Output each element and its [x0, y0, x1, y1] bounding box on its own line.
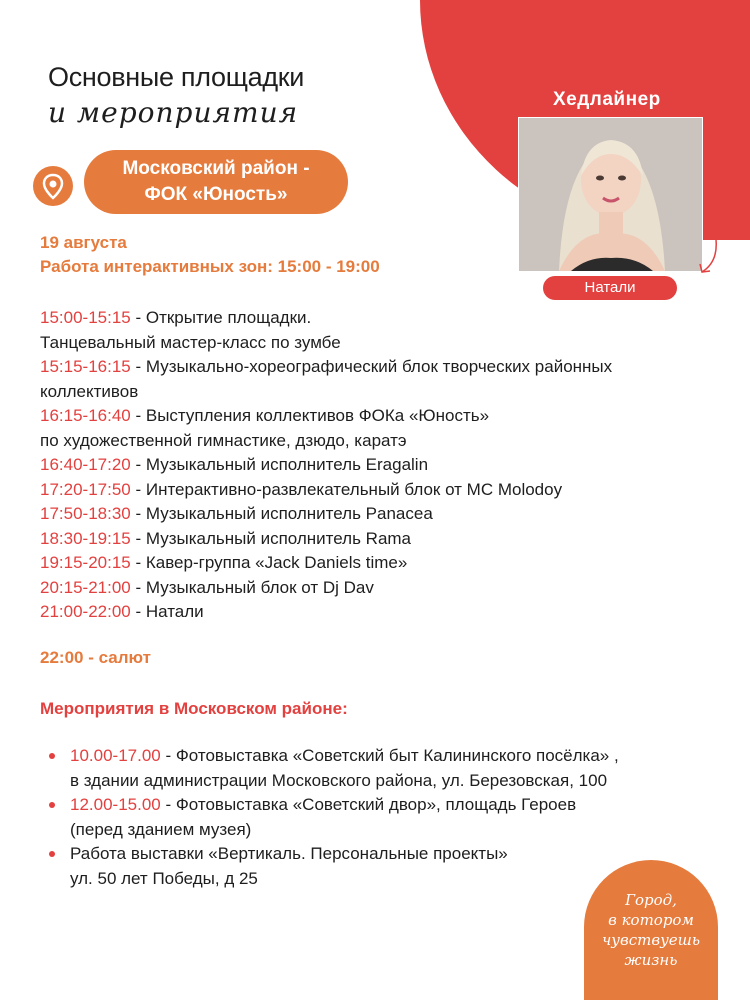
headliner-photo [518, 117, 703, 272]
arrow-icon [694, 238, 724, 278]
schedule-text: - Кавер-группа «Jack Daniels time» [130, 553, 408, 572]
schedule-time: 17:50-18:30 [40, 504, 131, 523]
event-item [40, 744, 720, 793]
salute-time: 22:00 - салют [40, 648, 151, 667]
schedule-item [40, 600, 730, 625]
schedule-time: 16:40-17:20 [40, 455, 131, 474]
schedule-text: коллективов [40, 381, 139, 401]
event-detail: (перед зданием музея) [70, 819, 252, 839]
schedule-item [40, 355, 730, 380]
schedule-time: 17:20-17:50 [40, 479, 131, 499]
event-date: 19 августа [40, 233, 127, 252]
bullet-icon [49, 753, 55, 759]
schedule-time: 15:00-15:15 [40, 308, 131, 327]
schedule-text: Танцевальный мастер-класс по зумбе [40, 332, 341, 352]
schedule-item [40, 527, 730, 552]
schedule-time: 20:15-21:00 [40, 577, 131, 597]
schedule-time: 16:15-16:40 [40, 406, 131, 425]
schedule-item [40, 429, 730, 454]
slogan-line-4: жизнь [624, 951, 678, 969]
location-pin-icon [33, 166, 73, 206]
schedule-text: - Интерактивно-развлекательный блок от MC Molodoy [130, 479, 563, 499]
schedule-text: по художественной гимнастике, дзюдо, каратэ [40, 430, 407, 450]
schedule-item [40, 453, 730, 478]
event-time: 12.00-15.00 [70, 795, 161, 814]
schedule-item [40, 380, 730, 405]
schedule-list [40, 306, 730, 625]
event-line [70, 793, 720, 818]
event-text: - Фотовыставка «Советский быт Калининского посёлка» , [160, 746, 619, 765]
schedule-item [40, 551, 730, 576]
schedule-text: - Выступления коллективов ФОКа «Юность» [130, 406, 490, 425]
events-heading: Мероприятия в Московском районе: [40, 699, 348, 718]
schedule-text: - Музыкальный блок от Dj Dav [130, 577, 374, 597]
schedule-item [40, 478, 730, 503]
schedule-item [40, 306, 730, 331]
event-detail: ул. 50 лет Победы, д 25 [70, 868, 258, 888]
venue-badge [84, 150, 348, 214]
event-item [40, 793, 720, 842]
event-line [70, 842, 720, 867]
schedule-text: - Открытие площадки. [130, 308, 312, 327]
bullet-icon [49, 802, 55, 808]
page-subtitle: и мероприятия [48, 96, 299, 129]
bullet-icon [49, 851, 55, 857]
slogan-line-2: в котором [608, 911, 694, 929]
schedule-item [40, 576, 730, 601]
headliner-label: Хедлайнер [553, 89, 661, 110]
interactive-zones-hours: Работа интерактивных зон: 15:00 - 19:00 [40, 257, 380, 276]
schedule-text: - Музыкальный исполнитель Eragalin [130, 455, 429, 474]
schedule-time: 18:30-19:15 [40, 528, 131, 548]
venue-line-2: ФОК «Юность» [144, 184, 288, 205]
schedule-text: - Музыкальный исполнитель Rama [130, 528, 412, 548]
event-text: Работа выставки «Вертикаль. Персональные проекты» [70, 844, 508, 863]
event-line [70, 744, 720, 769]
slogan-line-1: Город, [625, 891, 677, 909]
event-time: 10.00-17.00 [70, 746, 161, 765]
venue-line-1: Московский район - [122, 158, 310, 179]
slogan-line-3: чувствуешь [601, 931, 701, 949]
event-detail: в здании администрации Московского района, ул. Березовская, 100 [70, 770, 608, 790]
headliner-name-tag: Натали [543, 276, 677, 300]
event-text: - Фотовыставка «Советский двор», площадь Героев [160, 795, 577, 814]
city-slogan-badge [584, 860, 718, 1000]
schedule-text: - Натали [130, 602, 204, 621]
schedule-item [40, 331, 730, 356]
schedule-time: 21:00-22:00 [40, 602, 131, 621]
page-title: Основные площадки [48, 62, 305, 92]
schedule-item [40, 502, 730, 527]
schedule-time: 19:15-20:15 [40, 553, 131, 572]
schedule-text: - Музыкально-хореографический блок творческих районных [130, 357, 613, 376]
schedule-time: 15:15-16:15 [40, 357, 131, 376]
schedule-text: - Музыкальный исполнитель Panacea [130, 504, 433, 523]
schedule-item [40, 404, 730, 429]
